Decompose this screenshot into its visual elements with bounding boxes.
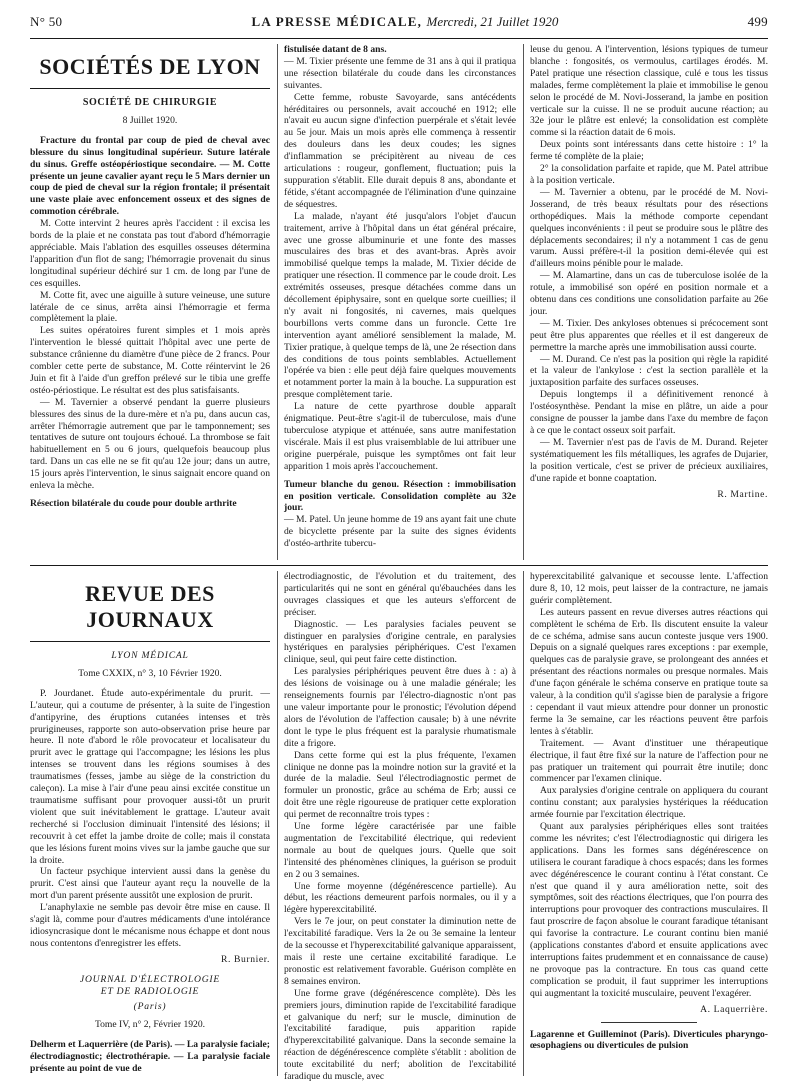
- journal-title: LYON MÉDICAL: [111, 650, 189, 661]
- article-heading: Tumeur blanche du genou. Résection : immobilisation en position verticale. Consolidation complète au 32e jour.: [284, 478, 516, 514]
- issue-number: N° 50: [30, 14, 63, 29]
- paragraph: Les paralysies périphériques peuvent être dues à : a) à des lésions de voisinage ou à une maladie générale; les renseignements fournis par l'électro-diagnostic n'ont pas une valeur importante pour le pronostic; l'évolution dépend alors de l'évolution de l'affection causale; b) à une névrite dont le type le plus fréquent est la paralysie rhumatismale dite a frigore.: [284, 666, 516, 749]
- paragraph: Diagnostic. — Les paralysies faciales peuvent se distinguer en paralysies d'origine centrale, en paralysies hystériques en paralysies périphériques. C'est l'examen clinique, seul, qui peut faire cette distinction.: [284, 618, 516, 666]
- issue-date: Mercredi, 21 Juillet 1920: [426, 14, 559, 29]
- paragraph: La malade, n'ayant été jusqu'alors l'objet d'aucun traitement, arrive à l'hôpital dans un état général précaire, avec une grosse albuminurie et une fonte des masses musculaires des bras et des avant-bras. Après avoir immobilisé quelque temps la malade, M. Tixier décide de pratiquer une résection. Il commence par le coude droit. Les extrémités osseuses, presque détachées comme dans un décollement épiphysaire, sont en quelque sorte cueillies; il n'y avait ni fongosités, ni cavernes, mais quelques bourbillons verts comme dans un furoncle. Cette 1re intervention ayant amélioré sensiblement la malade, M. Tixier pratique, à quelque temps de là, une 2e résection dans des conditions de tous points semblables. Actuellement l'opérée va bien : elle peut déjà faire quelques mouvements et notamment porter la main à la bouche. La suppuration est presque complètement tarie.: [284, 210, 516, 401]
- paragraph: Une forme légère caractérisée par une faible augmentation de l'excitabilité électrique, qui redevient normale au bout de quelques jours. Quelle que soit l'intensité des phénomènes cliniques, la guérison se produit en 2 ou 3 semaines.: [284, 821, 516, 880]
- section-title-revue: REVUE DES JOURNAUX: [30, 581, 270, 642]
- top-column-2: [284, 44, 516, 560]
- section-title-societes: SOCIÉTÉS DE LYON: [30, 54, 270, 89]
- paragraph: — M. Tavernier n'est pas de l'avis de M. Durand. Rejeter systématiquement les fils métalliques, les agrafes de Dujarier, la position verticale, c'est se priver de précieux auxiliaires, d'une rapide et bonne coaptation.: [530, 436, 768, 484]
- paragraph: Les suites opératoires furent simples et 1 mois après l'intervention le blessé quittait l'hôpital avec une perte de substance crânienne du diamètre d'une pièce de 2 francs. Pour combler cette perte de substance, M. Cotte réintervint le 26 Juin et fit à l'aide d'un greffon prélevé sur le tibia une greffe ostéo-périostique. Le résultat est des plus satisfaisants.: [30, 325, 270, 396]
- paragraph: M. Cotte intervint 2 heures après l'accident : il excisa les bords de la plaie et ne constata pas tout d'abord d'hémorragie appréciable. Mais l'ablation des esquilles osseuses détermina l'apparition d'un flot de sang; l'hémorragie provenait du sinus longitudinal supérieur déchiré sur 1 cm. de long par l'une de ces esquilles.: [30, 218, 270, 289]
- paragraph: Les auteurs passent en revue diverses autres réactions qui complètent le schéma de Erb. Ils discutent ensuite la valeur de ce schéma, admise sans aucun conteste jusque vers 1900. Depuis on a signalé quelques rares exceptions : par exemple, quelques cas de paralysie grave, se prolongeant des années et présentant des réactions normales ou presque normales. Mais d'une façon générale le schéma conserve en pratique toute sa valeur, à la condition qu'il s'agisse bien de paralysie a frigore : cependant il vaut mieux attendre pour donner un pronostic ferme la 3e semaine, car les réactions peuvent être parfois lentes à s'établir.: [530, 606, 768, 737]
- column-divider: [277, 571, 278, 1076]
- header-rule: [30, 38, 768, 39]
- paragraph: Dans cette forme qui est la plus fréquente, l'examen clinique ne donne pas la moindre notion sur la gravité et la durée de la maladie. Seul l'électrodiagnostic permet de formuler un pronostic, grâce au schéma de Erb; aussi ce doit être une règle rigoureuse de pratiquer cette exploration qui permet de reconnaître trois types :: [284, 749, 516, 821]
- paragraph: Vers le 7e jour, on peut constater la diminution nette de l'excitabilité faradique. Vers la 2e ou 3e semaine la lenteur de la secousse et l'hyperexcitabilité galvanique apparaissent, mais il reste une certaine excitabilité faradique. Le pronostic est relativement favorable. Guérison complète en 8 semaines environ.: [284, 916, 516, 987]
- paragraph: Une forme moyenne (dégénérescence partielle). Au début, les réactions demeurent parfois normales, ou il y a légère hyperexcitabilité.: [284, 880, 516, 916]
- section-rule: [30, 565, 768, 566]
- bottom-column-1: [30, 571, 270, 1076]
- paragraph: — M. Tavernier a obtenu, par le procédé de M. Novi-Josserand, de très beaux résultats pour des résections orthopédiques. Mais la méthode comporte cependant quelques inconvénients : il peut se produire sous le plâtre des déplacements secondaires; il n'y a notamment 1 cas de genu varum. Aussi préfère-t-il la position demi-élevée qui est d'ailleurs moins pénible pour le malade.: [530, 186, 768, 270]
- paragraph: — M. Alamartine, dans un cas de tuberculose isolée de la rotule, a immobilisé son opéré en position normale et a obtenu dans ces conditions une consolidation parfaite au 26e jour.: [530, 270, 768, 317]
- top-col1-paragraphs: [30, 135, 270, 492]
- page-number: 499: [747, 14, 768, 29]
- journal-masthead: [252, 14, 559, 30]
- paragraph: Fracture du frontal par coup de pied de cheval avec blessure du sinus longitudinal supérieur. Suture latérale du sinus. Greffe ostéopériostique secondaire. — M. Cotte présente un jeune cavalier ayant reçu le 5 Mars dernier un coup de pied de cheval sur la région frontale; il présentait une vaste plaie avec enfoncement osseux et des signes de commotion cérébrale.: [30, 134, 270, 218]
- paragraph: Quant aux paralysies périphériques elles sont traitées comme les névrites; c'est l'électrodiagnostic qui dirigera les applications. Dans les formes sans dégénérescence on utilisera le courant faradique à chocs espacés; dans les formes avec dégénérescence le courant continu à l'état constant. Ce n'est que quand il y aura amélioration nette, soit des symptômes, soit des réactions électriques, que l'on pourra des interruptions pour provoquer des contractions musculaires. Il faut proscrire de façon absolue le courant faradique tétanisant qui favorise la contracture. Le courant continu bien manié (applications constantes d'abord et ensuite applications avec interruptions faites prudemment et en connaissance de cause) ne provoque pas la contracture. En tous cas quand cette complication se produit, il faut supprimer les interruptions qui augmentant la toxicité musculaire, peuvent l'exagérer.: [530, 821, 768, 999]
- paragraph: — M. Tavernier a observé pendant la guerre plusieurs blessures des sinus de la dure-mère et n'a pu, dans aucun cas, arrêter l'hémorragie autrement que par le tamponnement; ses tentatives de suture ont toujours échoué. La thrombose se fait habituellement en 5 ou 6 jours, quelquefois beaucoup plus tard. Dans un cas elle ne se fit qu'au 12e jour; dans un autre, 15 jours après l'intervention, le sinus saignait encore quand on enleva la mèche.: [30, 396, 270, 492]
- paragraph: Traitement. — Avant d'instituer une thérapeutique électrique, il faut être fixé sur la nature de l'affection pour ne pas pratiquer un traitement qui pourrait être inutile; donc commencer par l'examen clinique.: [530, 737, 768, 785]
- article-heading: fistulisée datant de 8 ans.: [284, 44, 387, 55]
- paragraph: Aux paralysies d'origine centrale on appliquera du courant continu constant; aux paralysies hystériques la rééducation armée fournie par l'excitation électrique.: [530, 785, 768, 821]
- column-divider: [523, 44, 524, 560]
- society-name: SOCIÉTÉ DE CHIRURGIE: [82, 97, 218, 108]
- article-heading: Lagarenne et Guilleminot (Paris). Diverticules pharyngo-œsophagiens ou diverticules de pulsion: [530, 1028, 768, 1052]
- paragraph: leuse du genou. A l'intervention, lésions typiques de tumeur blanche : fongosités, os vermoulus, cartilages érodés. M. Patel pratique une résection classique, culé e tous les tissus malades, ferme complètement la plaie et immobilise le genou selon le procédé de M. Novi-Josserand, la jambe en position verticale sur la cuisse. Il ne se produit aucune réaction; au 32e jour le plâtre est enlevé; la consolidation est complète comme si la réaction datait de 6 mois.: [530, 44, 768, 139]
- paragraph: — M. Durand. Ce n'est pas la position qui règle la rapidité et la valeur de l'ankylose : c'est la section parallèle et la juxtaposition parfaite des surfaces osseuses.: [530, 353, 768, 389]
- paragraph: M. Cotte fit, avec une aiguille à suture veineuse, une suture latérale de ce sinus, arrêta ainsi l'hémorragie et ferma complètement la plaie.: [30, 289, 270, 325]
- column-divider: [523, 571, 524, 1076]
- paragraph: Un facteur psychique intervient aussi dans la genèse du prurit. C'est ainsi que l'auteur ayant reçu la nouvelle de la mort d'un parent présente aussitôt une explosion de prurit.: [30, 866, 270, 902]
- journal-issue: Tome CXXIX, n° 3, 10 Février 1920.: [78, 667, 222, 679]
- journal-title: JOURNAL D'ÉLECTROLOGIE: [79, 973, 221, 985]
- paragraph: électrodiagnostic, de l'évolution et du traitement, des particularités qui ne sont en général qu'ébauchées dans les ouvrages classiques et que les auteurs s'efforcent de préciser.: [284, 571, 516, 618]
- spacer: [30, 966, 270, 974]
- signature: R. Martine.: [717, 488, 768, 500]
- article-separator: [601, 1022, 696, 1023]
- journal-issue: Tome IV, n° 2, Février 1920.: [94, 1019, 206, 1031]
- top-column-1: [30, 44, 270, 560]
- paragraph: — M. Tixier présente une femme de 31 ans à qui il pratiqua une résection bilatérale du coude dans les circonstances suivantes.: [284, 55, 516, 91]
- paragraph: P. Jourdanet. Étude auto-expérimentale du prurit. — L'auteur, qui a coutume de présenter, à la suite de l'ingestion d'antipyrine, des éruptions cutanées intenses et très prurigineuses, rapporte son auto-observation prise heure par heure. Il note d'abord le rôle provocateur et localisateur du prurit avec le grattage qui l'accompagne; les lésions les plus intenses se trouvent dans les régions soumises à des traumatismes (fesses, jambe au siège de la constriction du caleçon). La mise à l'air d'une peau ainsi excitée constitue un traumatisme suffisant pour provoquer aussi-tôt un prurit violent que suit inévitablement le grattage. L'auteur avait recherché si l'occlusion diminuait l'intensité des lésions; il recouvrit à cet effet la jambe droite de colle; mais il constata que les lésions furent moins vives sur la jambe gauche que sur la droite.: [30, 687, 270, 866]
- bottom-column-3: [530, 571, 768, 1076]
- paragraph: La nature de cette pyarthrose double apparaît énigmatique. Peut-être s'agit-il de tuberculose, mais d'une tuberculose atypique et atténuée, sans autre manifestation viscérale. Mais il est plus vraisemblable de lui attribuer une origine puerpérale, puisque les symptômes ont fait leur apparition 1 mois après l'accouchement.: [284, 401, 516, 472]
- paragraph: — M. Patel. Un jeune homme de 19 ans ayant fait une chute de bicyclette présente par la suite des signes évidents d'ostéo-arthrite tubercu-: [284, 514, 516, 550]
- journal-name: LA PRESSE MÉDICALE,: [251, 14, 423, 29]
- paragraph: Deux points sont intéressants dans cette histoire : 1° la ferme té complète de la plaie;: [530, 139, 768, 163]
- bottom-column-2: [284, 571, 516, 1083]
- paragraph: L'anaphylaxie ne semble pas devoir être mise en cause. Il s'agit là, comme pour d'autres médicaments d'une intolérance idiosyncrasique dont le mécanisme nous échappe et dont nous nous contentons d'enregistrer les effets.: [30, 902, 270, 949]
- paragraph: — M. Tixier. Des ankyloses obtenues si précocement sont peut être plus apparentes que réelles et il est dangereux de permettre la marche après une immobilisation aussi courte.: [530, 317, 768, 353]
- meeting-date: 8 Juillet 1920.: [122, 114, 178, 126]
- paragraph: hyperexcitabilité galvanique et secousse lente. L'affection dure 8, 10, 12 mois, peut laisser de la contracture, ne jamais guérir complètement.: [530, 571, 768, 606]
- signature: R. Burnier.: [221, 953, 270, 965]
- paragraph: Une forme grave (dégénérescence complète). Dès les premiers jours, diminution rapide de l'excitabilité faradique et galvanique du nerf; sur le muscle, diminution de l'excitabilité faradique, puis apparition rapide d'hyperexcitabilité galvanique. Dans la seconde semaine la réaction de dégénérescence complète s'établit : abolition de toute excitabilité du nerf; abolition de l'excitabilité faradique du muscle, avec: [284, 987, 516, 1083]
- article-heading: Delherm et Laquerrière (de Paris). — La paralysie faciale; électrodiagnostic; électrothérapie. — La paralysie faciale présente au point de vue de: [30, 1039, 270, 1075]
- paragraph: Cette femme, robuste Savoyarde, sans antécédents héréditaires ou personnels, avait accouché en 1912; elle n'avait eu aucun signe d'infection puerpérale et s'était levée au 5e jour. Mais un mois après elle commença à ressentir des douleurs dans les deux coudes; les signes d'inflammation se précipitèrent au niveau de ces articulations : rougeur, gonflement, fluctuation; puis la suppuration s'établit. Elle durait depuis 8 ans, abondante et fétide, s'étant accompagnée de l'élimination d'une quinzaine de séquestres.: [284, 91, 516, 210]
- column-divider: [277, 44, 278, 560]
- paragraph: Depuis longtemps il a définitivement renoncé à l'ostéosynthèse. Pendant la mise en plâtre, un aide a pour consigne de pousser la jambe dans l'axe du membre de façon à ce que le contact osseux soit parfait.: [530, 389, 768, 436]
- paragraph: 2° la consolidation parfaite et rapide, que M. Patel attribue à la position verticale.: [530, 163, 768, 186]
- signature: A. Laquerrière.: [700, 1003, 768, 1015]
- journal-city: (Paris): [133, 1001, 167, 1013]
- article-heading: Résection bilatérale du coude pour double arthrite: [30, 498, 237, 509]
- page-header: [30, 14, 768, 36]
- journal-title: ET DE RADIOLOGIE: [100, 985, 200, 997]
- top-column-3: [530, 44, 768, 560]
